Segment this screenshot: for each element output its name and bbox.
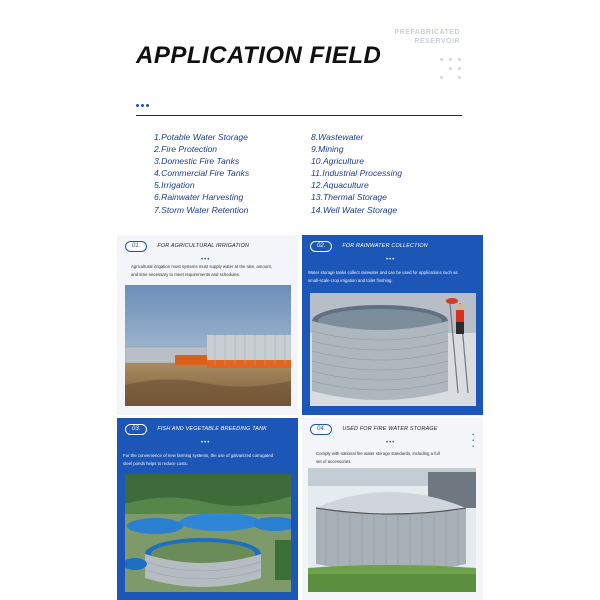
application-item: 8.Wastewater [311,132,364,142]
panel-header [125,424,267,434]
panel-header [310,241,428,251]
panel-header [125,241,249,251]
application-item: 6.Rainwater Harvesting [154,192,244,203]
title-divider [136,115,462,116]
application-list-right [311,131,402,216]
panel-accent-dots: ••• [201,440,211,446]
application-item: 12.Aquaculture [311,180,369,191]
panel-agricultural-irrigation [117,235,298,415]
panel-title: FOR AGRICULTURAL IRRIGATION [157,243,250,249]
panel-description [316,450,476,466]
panel-corner-dots: • • • [472,432,475,450]
application-item: 2.Fire Protection [154,144,218,155]
watermark-line-2: RESERVOIR [414,38,460,45]
page-title: APPLICATION FIELD [136,42,382,69]
application-item: 1.Potable Water Storage [154,132,248,142]
decorative-dot-grid [440,58,462,84]
application-item: 13.Thermal Storage [311,192,387,203]
brand-watermark [395,28,460,46]
application-item: 10.Agriculture [311,156,365,167]
fish-ponds-photo [125,474,291,592]
watermark-line-1: PREFABRICATED [394,29,460,36]
open-tank-photo [310,293,476,406]
application-item: 7.Storm Water Retention [154,204,249,215]
panel-number: 04. [310,424,332,435]
panel-description [123,452,295,468]
panel-accent-dots: ••• [201,257,211,263]
panel-rainwater-collection [302,235,483,415]
panel-description-line: steel ponds helps to reduce costs. [123,461,188,466]
panel-fire-water-storage [302,418,483,600]
panel-description [308,269,480,285]
panel-number: 01. [125,241,147,252]
panel-description [131,263,296,279]
panel-description-line: small-scale crop irrigation and toilet flushing. [308,278,393,283]
tank-row-photo [125,285,291,406]
application-item: 5.Irrigation [154,180,195,191]
panel-description-line: and time necessary to meet requirements and schedules. [131,272,241,277]
panel-header [310,424,438,434]
application-item: 9.Mining [311,144,344,155]
application-list-left [154,131,249,216]
panel-fish-vegetable-breeding [117,418,298,600]
panel-accent-dots: ••• [386,440,396,446]
title-accent-dots [136,94,151,112]
panel-description-line: Comply with national fire water storage standards, including a full [316,451,440,456]
application-item: 3.Domestic Fire Tanks [154,156,240,167]
application-item: 11.Industrial Processing [311,168,403,179]
panel-number: 03. [125,424,147,435]
fire-tank-photo [308,468,476,592]
panel-number: 02. [310,241,332,252]
panel-accent-dots: ••• [386,257,396,263]
panel-description-line: set of accessories. [316,459,352,464]
panel-description-line: For the convenience of new farming systems, the use of galvanized corrugated [123,453,273,458]
panel-description-line: Agricultural irrigation must systems must supply water at the rate, amount, [131,264,272,269]
panel-title: FISH AND VEGETABLE BREEDING TANK [157,426,267,432]
application-item: 14.Well Water Storage [311,204,398,215]
panel-title: FOR RAINWATER COLLECTION [342,243,428,249]
panel-description-line: Water storage tanks collect rainwater and can be used for applications such as [308,270,458,275]
application-item: 4.Commercial Fire Tanks [154,168,250,179]
panel-title: USED FOR FIRE WATER STORAGE [342,426,438,432]
